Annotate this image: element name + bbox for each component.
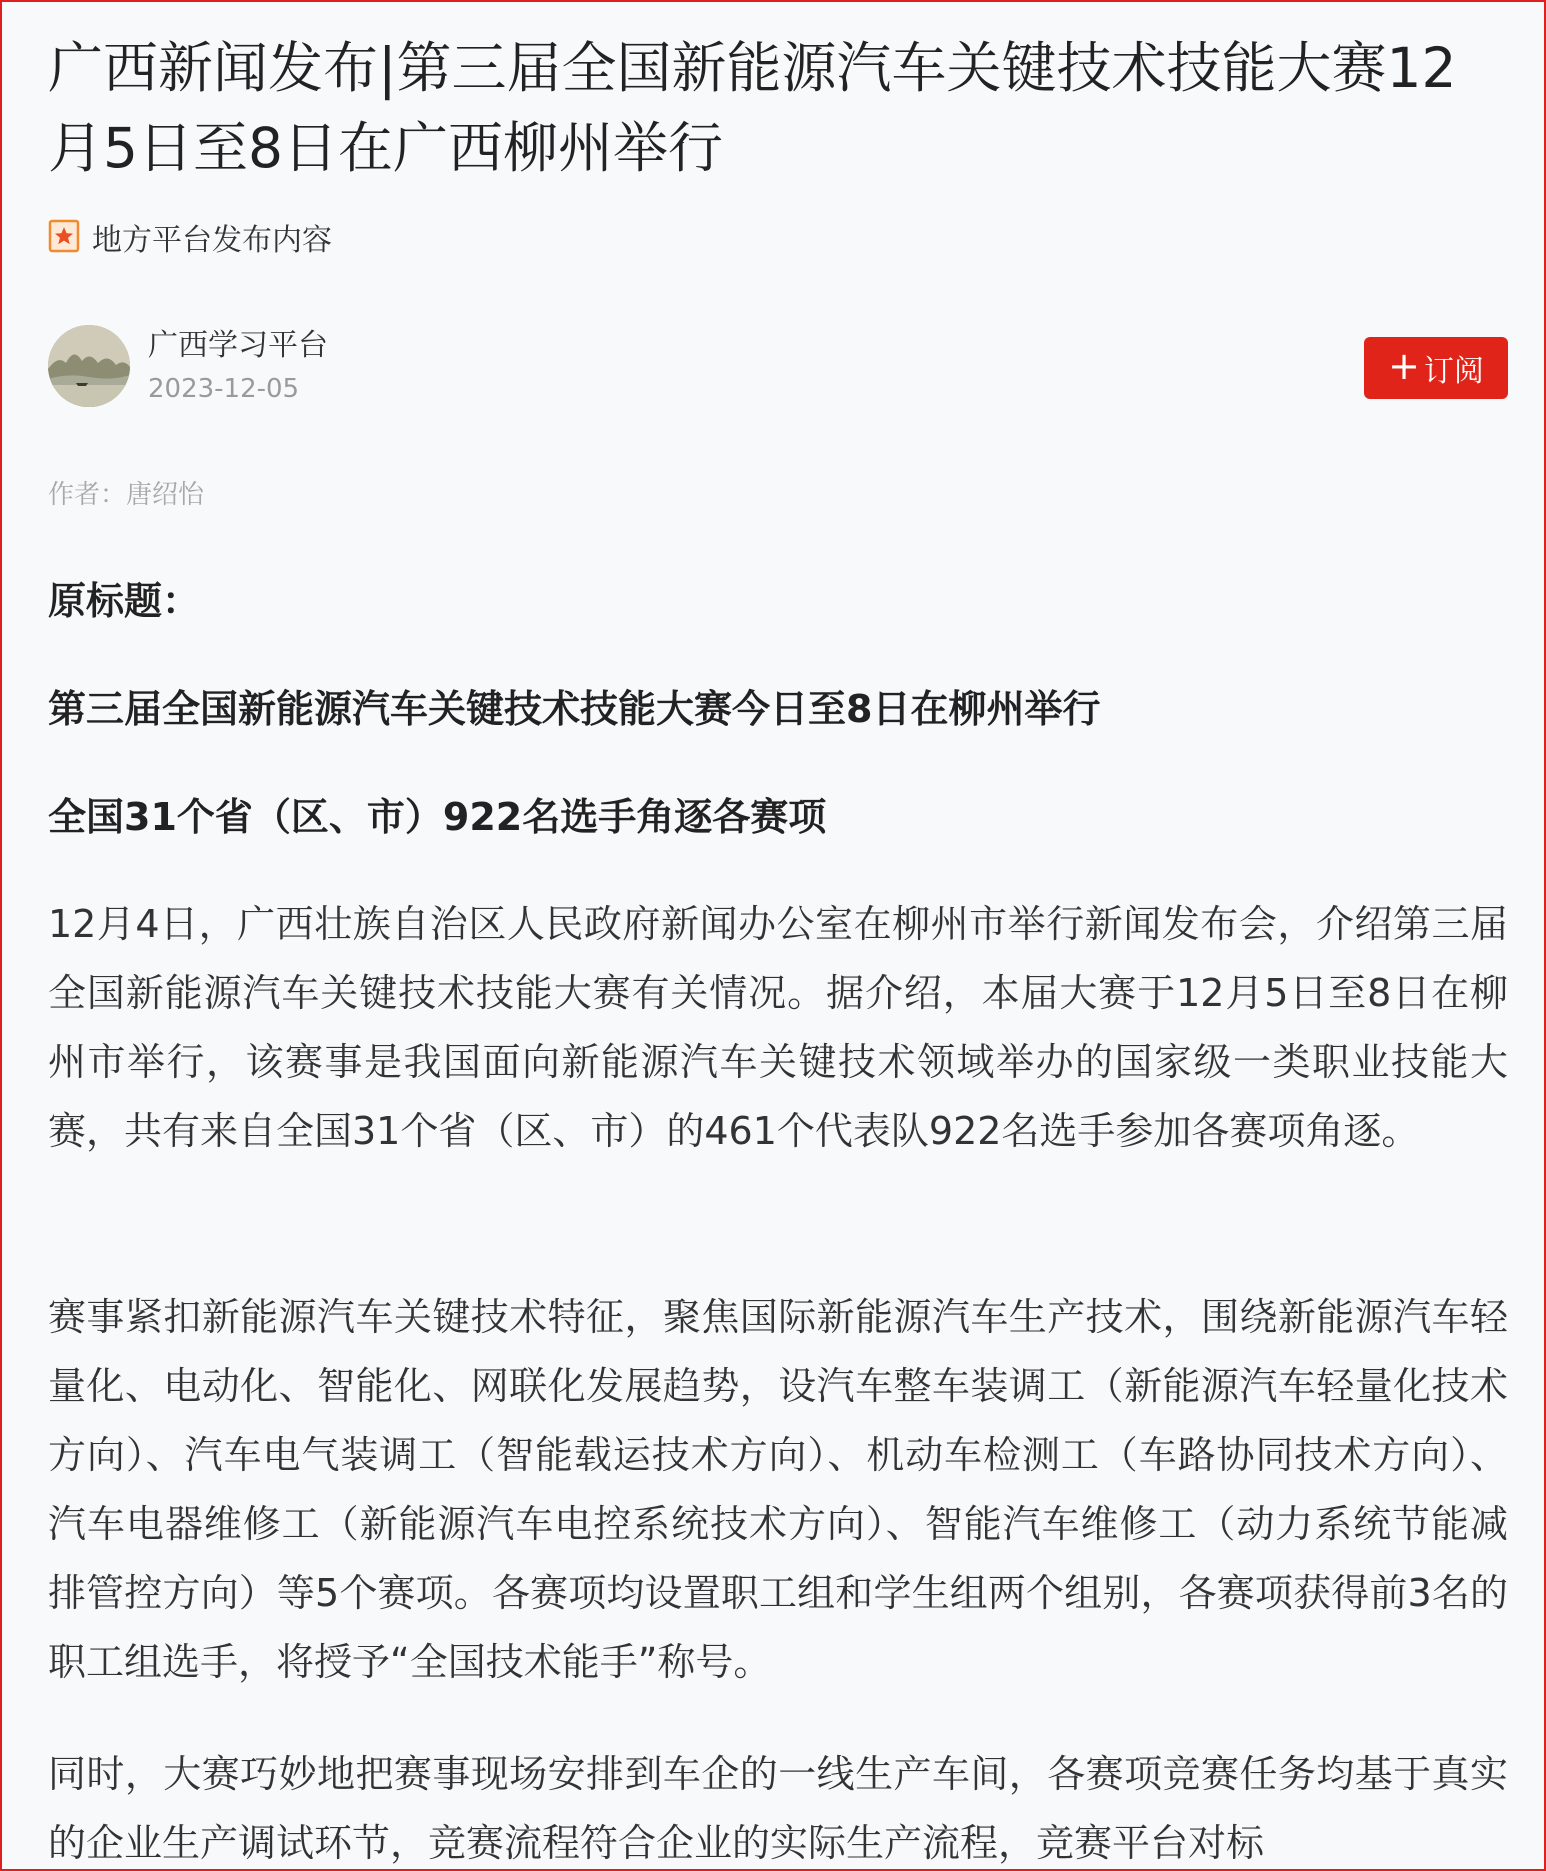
publish-date: 2023-12-05 (148, 374, 300, 404)
paragraph-1: 12月4日，广西壮族自治区人民政府新闻办公室在柳州市举行新闻发布会，介绍第三届全国新能源汽车关键技术技能大赛有关情况。据介绍，本届大赛于12月5日至8日在柳州市举行，该赛事是我国面向新能源汽车关键技术领域举办的国家级一类职业技能大赛，共有来自全国31个省（区、市）的461个代表队922名选手参加各赛项角逐。 (48, 902, 1508, 1153)
plus-icon: + (1388, 344, 1420, 388)
source-label-row (48, 215, 332, 259)
star-badge-icon (48, 219, 80, 255)
original-title-label: 原标题： (48, 579, 201, 623)
subtitle-1: 第三届全国新能源汽车关键技术技能大赛今日至8日在柳州举行 (48, 687, 1101, 731)
account-row (48, 325, 1508, 409)
paragraph-3: 同时，大赛巧妙地把赛事现场安排到车企的一线生产车间，各赛项竞赛任务均基于真实的企业生产调试环节，竞赛流程符合企业的实际生产流程，竞赛平台对标 (48, 1752, 1508, 1865)
source-label: 地方平台发布内容 (92, 223, 332, 258)
subtitle-2: 全国31个省（区、市）922名选手角逐各赛项 (48, 795, 827, 839)
author-line: 作者：唐绍怡 (48, 480, 205, 510)
paragraph-2: 赛事紧扣新能源汽车关键技术特征，聚焦国际新能源汽车生产技术，围绕新能源汽车轻量化、电动化、智能化、网联化发展趋势，设汽车整车装调工（新能源汽车轻量化技术方向）、汽车电气装调工（智能载运技术方向）、机动车检测工（车路协同技术方向）、汽车电器维修工（新能源汽车电控系统技术方向）、智能汽车维修工（动力系统节能减排管控方向）等5个赛项。各赛项均设置职工组和学生组两个组别，各赛项获得前3名的职工组选手，将授予“全国技术能手”称号。 (48, 1295, 1508, 1684)
article-title: 广西新闻发布|第三届全国新能源汽车关键技术技能大赛12月5日至8日在广西柳州举行 (48, 36, 1457, 180)
landscape-avatar-image (48, 325, 130, 407)
account-name[interactable]: 广西学习平台 (148, 328, 328, 363)
avatar[interactable] (48, 325, 130, 407)
subscribe-label: 订阅 (1423, 354, 1484, 389)
subscribe-button[interactable] (1364, 337, 1508, 399)
